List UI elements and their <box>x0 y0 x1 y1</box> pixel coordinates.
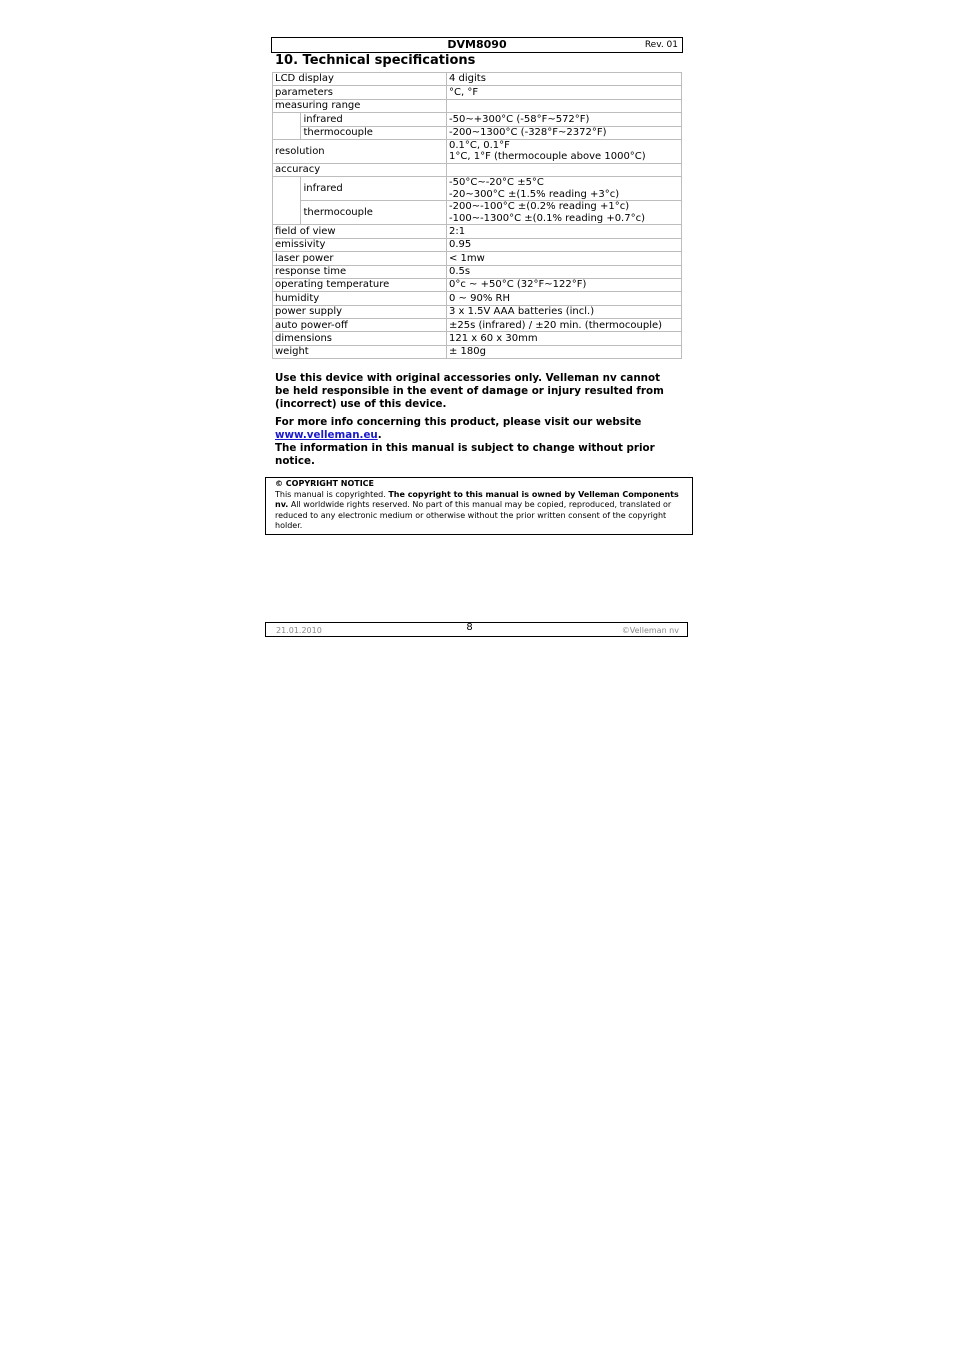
spec-sublabel: thermocouple <box>301 126 447 139</box>
table-row <box>273 238 682 251</box>
spec-value: -50~+300°C (-58°F~572°F) <box>447 113 682 126</box>
copyright-text-start: This manual is copyrighted. <box>275 489 389 499</box>
spec-label: laser power <box>273 252 447 265</box>
spec-value <box>447 177 682 201</box>
website-link[interactable]: www.velleman.eu <box>275 429 378 441</box>
table-row <box>273 292 682 305</box>
table-row <box>273 163 682 176</box>
copyright-title: © COPYRIGHT NOTICE <box>275 479 375 488</box>
model-number: DVM8090 <box>447 38 507 51</box>
table-row <box>273 252 682 265</box>
section-title: 10. Technical specifications <box>275 53 476 68</box>
copyright-text-end: All worldwide rights reserved. No part of this manual may be copied, reproduced, translated or reduced to any electronic medium or otherwise without the prior written consent of the copyright holder. <box>275 500 672 531</box>
revision-label: Rev. 01 <box>644 40 678 50</box>
more-info-note <box>275 416 675 468</box>
copyright-notice <box>265 477 693 535</box>
spec-value <box>447 201 682 225</box>
spec-value-line: -50°C~-20°C ±5°C <box>449 177 544 189</box>
spec-label: auto power-off <box>273 319 447 332</box>
link-suffix: . <box>377 429 382 441</box>
spec-value: 0 ~ 90% RH <box>447 292 682 305</box>
table-row <box>273 86 682 99</box>
spec-sublabel: infrared <box>301 177 447 201</box>
subject-to-change-text: The information in this manual is subject to change without prior notice. <box>275 442 655 467</box>
table-row <box>273 177 682 201</box>
spec-value: 0.5s <box>447 265 682 278</box>
spec-value-line: -100~-1300°C ±(0.1% reading +0.7°c) <box>449 212 646 224</box>
spec-label: response time <box>273 265 447 278</box>
spec-value: < 1mw <box>447 252 682 265</box>
spec-value-line: 1°C, 1°F (thermocouple above 1000°C) <box>449 151 646 163</box>
spec-sublabel: infrared <box>301 113 447 126</box>
spec-value: 0°c ~ +50°C (32°F~122°F) <box>447 278 682 291</box>
more-info-text: For more info concerning this product, please visit our website <box>275 416 642 428</box>
spec-label: emissivity <box>273 238 447 251</box>
accessories-note: Use this device with original accessories only. Velleman nv cannot be held responsible in the event of damage or injury resulted from (incorrect) use of this device. <box>275 372 664 410</box>
footer-date: 21.01.2010 <box>276 626 322 635</box>
spec-sublabel: thermocouple <box>301 201 447 225</box>
indent-cell <box>273 177 301 225</box>
spec-value-line: -200~-100°C ±(0.2% reading +1°c) <box>449 201 630 213</box>
specifications-table <box>272 72 682 359</box>
spec-value: 3 x 1.5V AAA batteries (incl.) <box>447 305 682 318</box>
spec-label: operating temperature <box>273 278 447 291</box>
spec-label: humidity <box>273 292 447 305</box>
spec-label: parameters <box>273 86 447 99</box>
spec-value-empty <box>447 163 682 176</box>
copyright-text-bold: The copyright to this manual is owned by Velleman Components nv. <box>275 489 679 510</box>
spec-value: ±25s (infrared) / ±20 min. (thermocouple) <box>447 319 682 332</box>
spec-label: dimensions <box>273 332 447 345</box>
table-row <box>273 332 682 345</box>
spec-value: 0.95 <box>447 238 682 251</box>
spec-value: -200~1300°C (-328°F~2372°F) <box>447 126 682 139</box>
spec-label: LCD display <box>273 73 447 86</box>
footer-copyright: ©Velleman nv <box>621 626 679 635</box>
spec-label: resolution <box>273 139 447 163</box>
spec-value-empty <box>447 99 682 112</box>
table-row <box>273 126 682 139</box>
table-row <box>273 305 682 318</box>
table-row <box>273 113 682 126</box>
table-row <box>273 225 682 238</box>
spec-label: measuring range <box>273 99 447 112</box>
spec-value-line: -20~300°C ±(1.5% reading +3°c) <box>449 188 620 200</box>
spec-label: field of view <box>273 225 447 238</box>
table-row <box>273 99 682 112</box>
spec-value-line: 0.1°C, 0.1°F <box>449 139 510 151</box>
spec-label: power supply <box>273 305 447 318</box>
table-row <box>273 201 682 225</box>
page-header <box>271 37 683 53</box>
spec-value: 2:1 <box>447 225 682 238</box>
indent-cell <box>273 113 301 140</box>
page-number: 8 <box>466 622 473 633</box>
spec-label: accuracy <box>273 163 447 176</box>
page-footer <box>265 622 688 637</box>
spec-value: 4 digits <box>447 73 682 86</box>
table-row <box>273 73 682 86</box>
spec-value: ± 180g <box>447 345 682 358</box>
table-row <box>273 345 682 358</box>
table-row <box>273 278 682 291</box>
spec-label: weight <box>273 345 447 358</box>
table-row <box>273 319 682 332</box>
spec-value: °C, °F <box>447 86 682 99</box>
spec-value: 121 x 60 x 30mm <box>447 332 682 345</box>
table-row <box>273 139 682 163</box>
table-row <box>273 265 682 278</box>
copyright-text <box>275 490 686 532</box>
spec-value <box>447 139 682 163</box>
